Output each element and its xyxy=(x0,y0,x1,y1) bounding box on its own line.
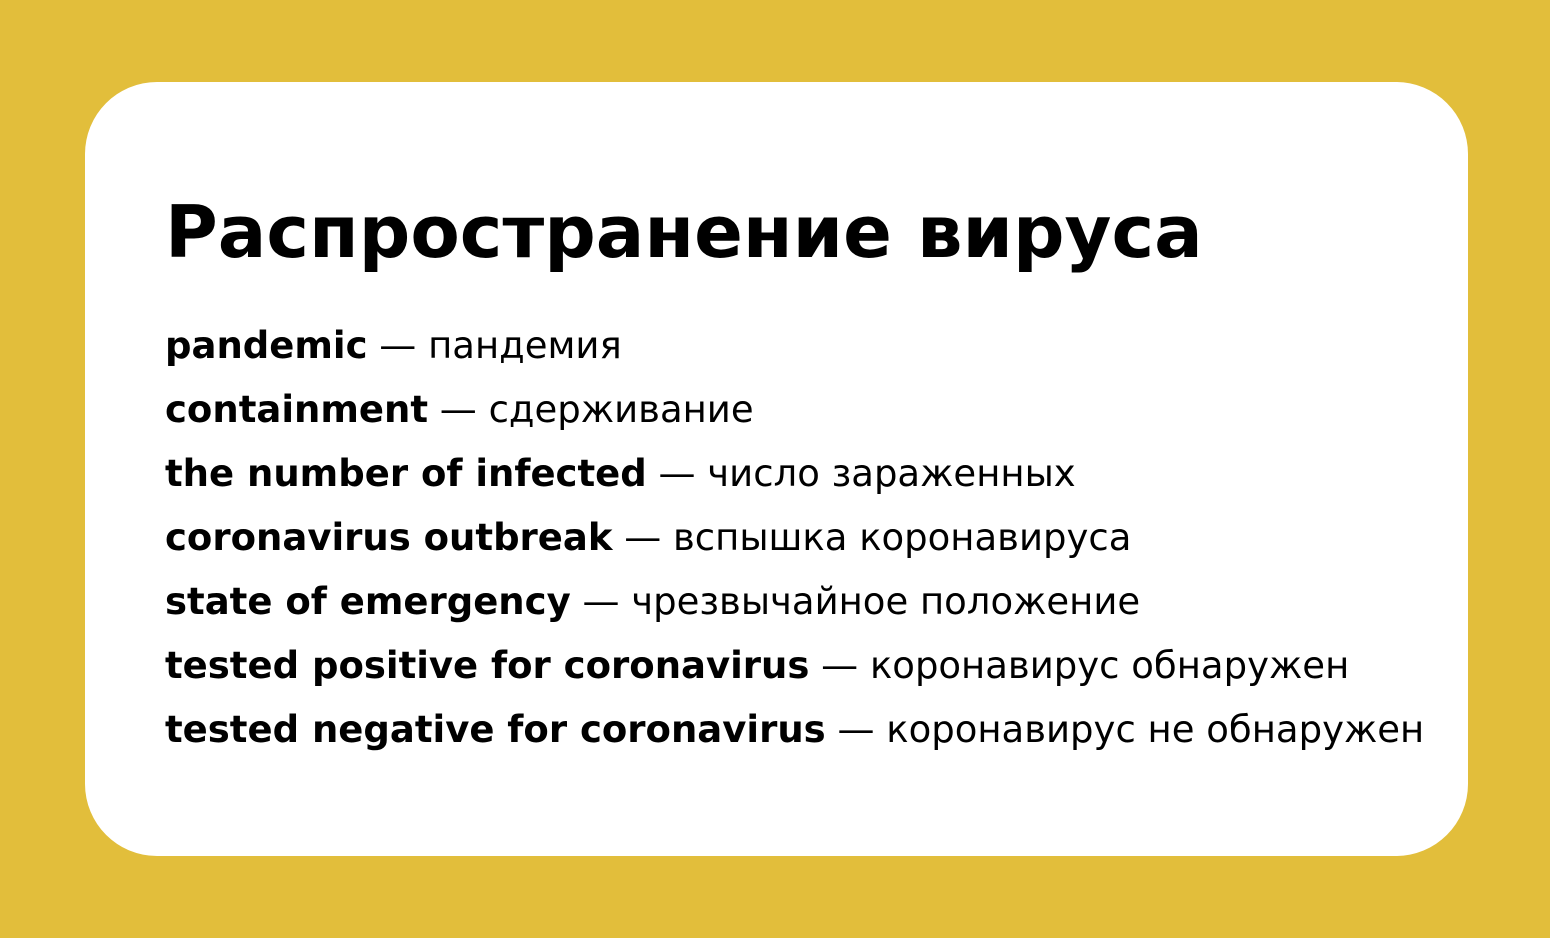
term-row-tested-negative xyxy=(165,698,1424,762)
term-row-state-of-emergency xyxy=(165,570,1424,634)
term-row-tested-positive xyxy=(165,634,1424,698)
term-english: tested negative for coronavirus xyxy=(165,708,826,751)
term-separator: — xyxy=(367,324,429,367)
term-row-containment xyxy=(165,378,1424,442)
term-row-pandemic xyxy=(165,314,1424,378)
term-russian: чрезвычайное положение xyxy=(631,580,1141,623)
term-row-number-of-infected xyxy=(165,442,1424,506)
term-separator: — xyxy=(825,708,887,751)
term-separator: — xyxy=(646,452,708,495)
card-title: Распространение вируса xyxy=(165,190,1203,274)
term-list xyxy=(165,314,1424,762)
term-russian: коронавирус не обнаружен xyxy=(886,708,1425,751)
term-english: the number of infected xyxy=(165,452,647,495)
term-russian: пандемия xyxy=(428,324,622,367)
term-russian: сдерживание xyxy=(488,388,754,431)
term-english: containment xyxy=(165,388,429,431)
vocabulary-card xyxy=(85,82,1468,856)
term-english: pandemic xyxy=(165,324,368,367)
term-separator: — xyxy=(612,516,673,559)
term-separator: — xyxy=(570,580,632,623)
term-english: state of emergency xyxy=(165,580,571,623)
term-english: tested positive for coronavirus xyxy=(165,644,810,687)
term-separator: — xyxy=(428,388,489,431)
term-russian: вспышка коронавируса xyxy=(673,516,1132,559)
term-row-coronavirus-outbreak xyxy=(165,506,1424,570)
term-russian: коронавирус обнаружен xyxy=(869,644,1350,687)
term-english: coronavirus outbreak xyxy=(165,516,613,559)
term-separator: — xyxy=(809,644,870,687)
term-russian: число зараженных xyxy=(707,452,1076,495)
